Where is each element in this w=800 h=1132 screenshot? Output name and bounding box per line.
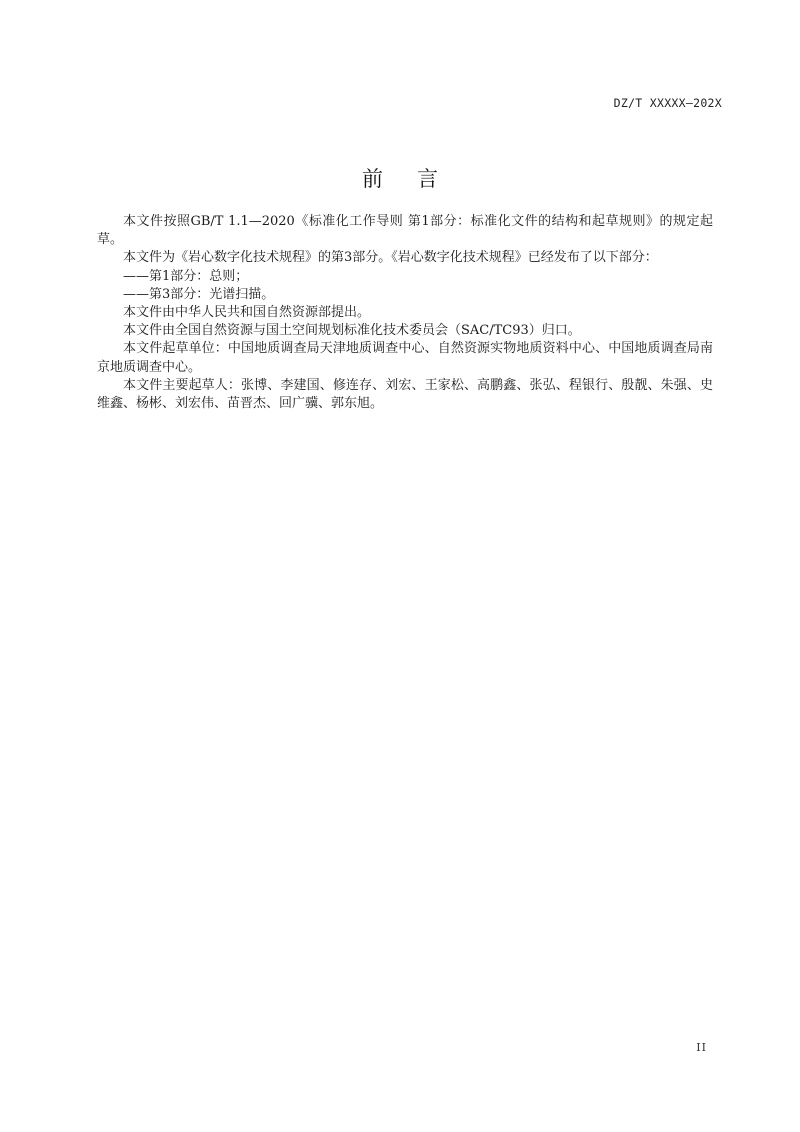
page-number: II — [696, 1041, 707, 1054]
list-item-part-3: ——第3部分：光谱扫描。 — [123, 286, 275, 302]
paragraph-committee: 本文件由全国自然资源与国土空间规划标准化技术委员会（SAC/TC93）归口。 — [123, 323, 581, 339]
paragraph-drafting-rules: 本文件按照GB/T 1.1—2020《标准化工作导则 第1部分：标准化文件的结构和起草规则》的规定起草。 — [97, 214, 713, 248]
paragraph-proposer: 本文件由中华人民共和国自然资源部提出。 — [123, 305, 371, 321]
paragraph-drafters: 本文件主要起草人：张博、李建国、修连存、刘宏、王家松、高鹏鑫、张弘、程银行、殷靓、朱强、史维鑫、杨彬、刘宏伟、苗晋杰、回广骥、郭东旭。 — [97, 377, 713, 412]
page-title: 前言 — [362, 167, 472, 191]
foreword-body — [97, 213, 713, 413]
list-item-part-1: ——第1部分：总则； — [123, 268, 249, 284]
paragraph-part-info: 本文件为《岩心数字化技术规程》的第3部分。《岩心数字化技术规程》已经发布了以下部分： — [123, 250, 658, 266]
document-code: DZ/T XXXXX—202X — [613, 96, 722, 110]
paragraph-drafting-units: 本文件起草单位：中国地质调查局天津地质调查中心、自然资源实物地质资料中心、中国地质调查局南京地质调查中心。 — [97, 341, 713, 375]
